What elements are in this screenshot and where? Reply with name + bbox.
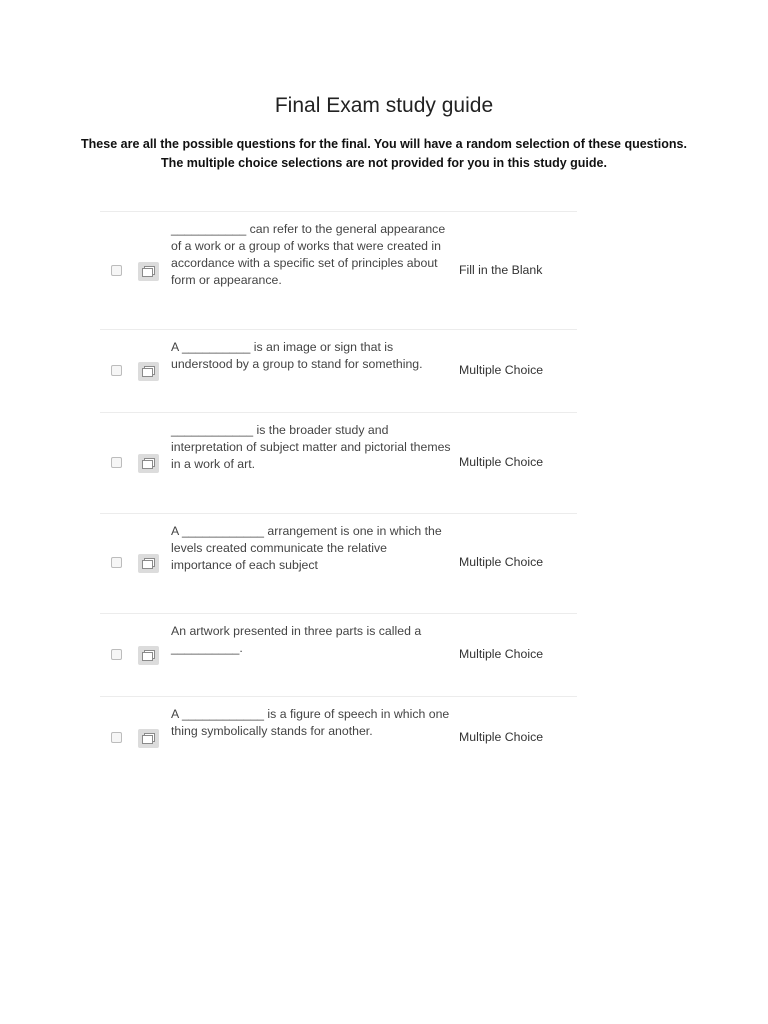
question-row bbox=[100, 613, 577, 696]
question-checkbox[interactable] bbox=[111, 557, 122, 568]
intro-text bbox=[40, 135, 728, 173]
question-type: Multiple Choice bbox=[459, 730, 544, 744]
question-text: A ____________ is a figure of speech in which one thing symbolically stands for another. bbox=[171, 707, 450, 738]
question-row bbox=[100, 513, 577, 613]
intro-line-2: The multiple choice selections are not provided for you in this study guide. bbox=[161, 156, 607, 170]
question-row bbox=[100, 329, 577, 412]
preview-icon bbox=[142, 650, 155, 661]
preview-button[interactable] bbox=[138, 262, 159, 281]
intro-line-1: These are all the possible questions for the final. You will have a random selection of these questions. bbox=[81, 137, 687, 151]
question-row bbox=[100, 696, 577, 766]
preview-icon bbox=[142, 733, 155, 744]
page-title: Final Exam study guide bbox=[274, 94, 494, 117]
question-text: A __________ is an image or sign that is understood by a group to stand for something. bbox=[171, 340, 423, 371]
question-text: An artwork presented in three parts is called a __________. bbox=[171, 624, 422, 655]
question-text: ____________ is the broader study and interpretation of subject matter and pictorial themes in a work of art. bbox=[171, 423, 451, 471]
question-type: Multiple Choice bbox=[459, 647, 544, 661]
preview-button[interactable] bbox=[138, 362, 159, 381]
question-checkbox[interactable] bbox=[111, 457, 122, 468]
question-row bbox=[100, 211, 577, 329]
question-type: Fill in the Blank bbox=[459, 263, 543, 277]
preview-button[interactable] bbox=[138, 454, 159, 473]
question-checkbox[interactable] bbox=[111, 649, 122, 660]
preview-icon bbox=[142, 458, 155, 469]
question-checkbox[interactable] bbox=[111, 365, 122, 376]
preview-icon bbox=[142, 366, 155, 377]
question-checkbox[interactable] bbox=[111, 732, 122, 743]
question-type: Multiple Choice bbox=[459, 363, 544, 377]
question-list bbox=[100, 211, 577, 766]
preview-button[interactable] bbox=[138, 646, 159, 665]
question-text: A ____________ arrangement is one in which the levels created communicate the relative importance of each subject bbox=[171, 524, 442, 572]
preview-button[interactable] bbox=[138, 554, 159, 573]
preview-button[interactable] bbox=[138, 729, 159, 748]
question-checkbox[interactable] bbox=[111, 265, 122, 276]
question-text: ___________ can refer to the general appearance of a work or a group of works that were created in accordance with a specific set of principles about form or appearance. bbox=[171, 222, 446, 287]
preview-icon bbox=[142, 266, 155, 277]
question-type: Multiple Choice bbox=[459, 455, 544, 469]
question-type: Multiple Choice bbox=[459, 555, 544, 569]
question-row bbox=[100, 412, 577, 513]
preview-icon bbox=[142, 558, 155, 569]
